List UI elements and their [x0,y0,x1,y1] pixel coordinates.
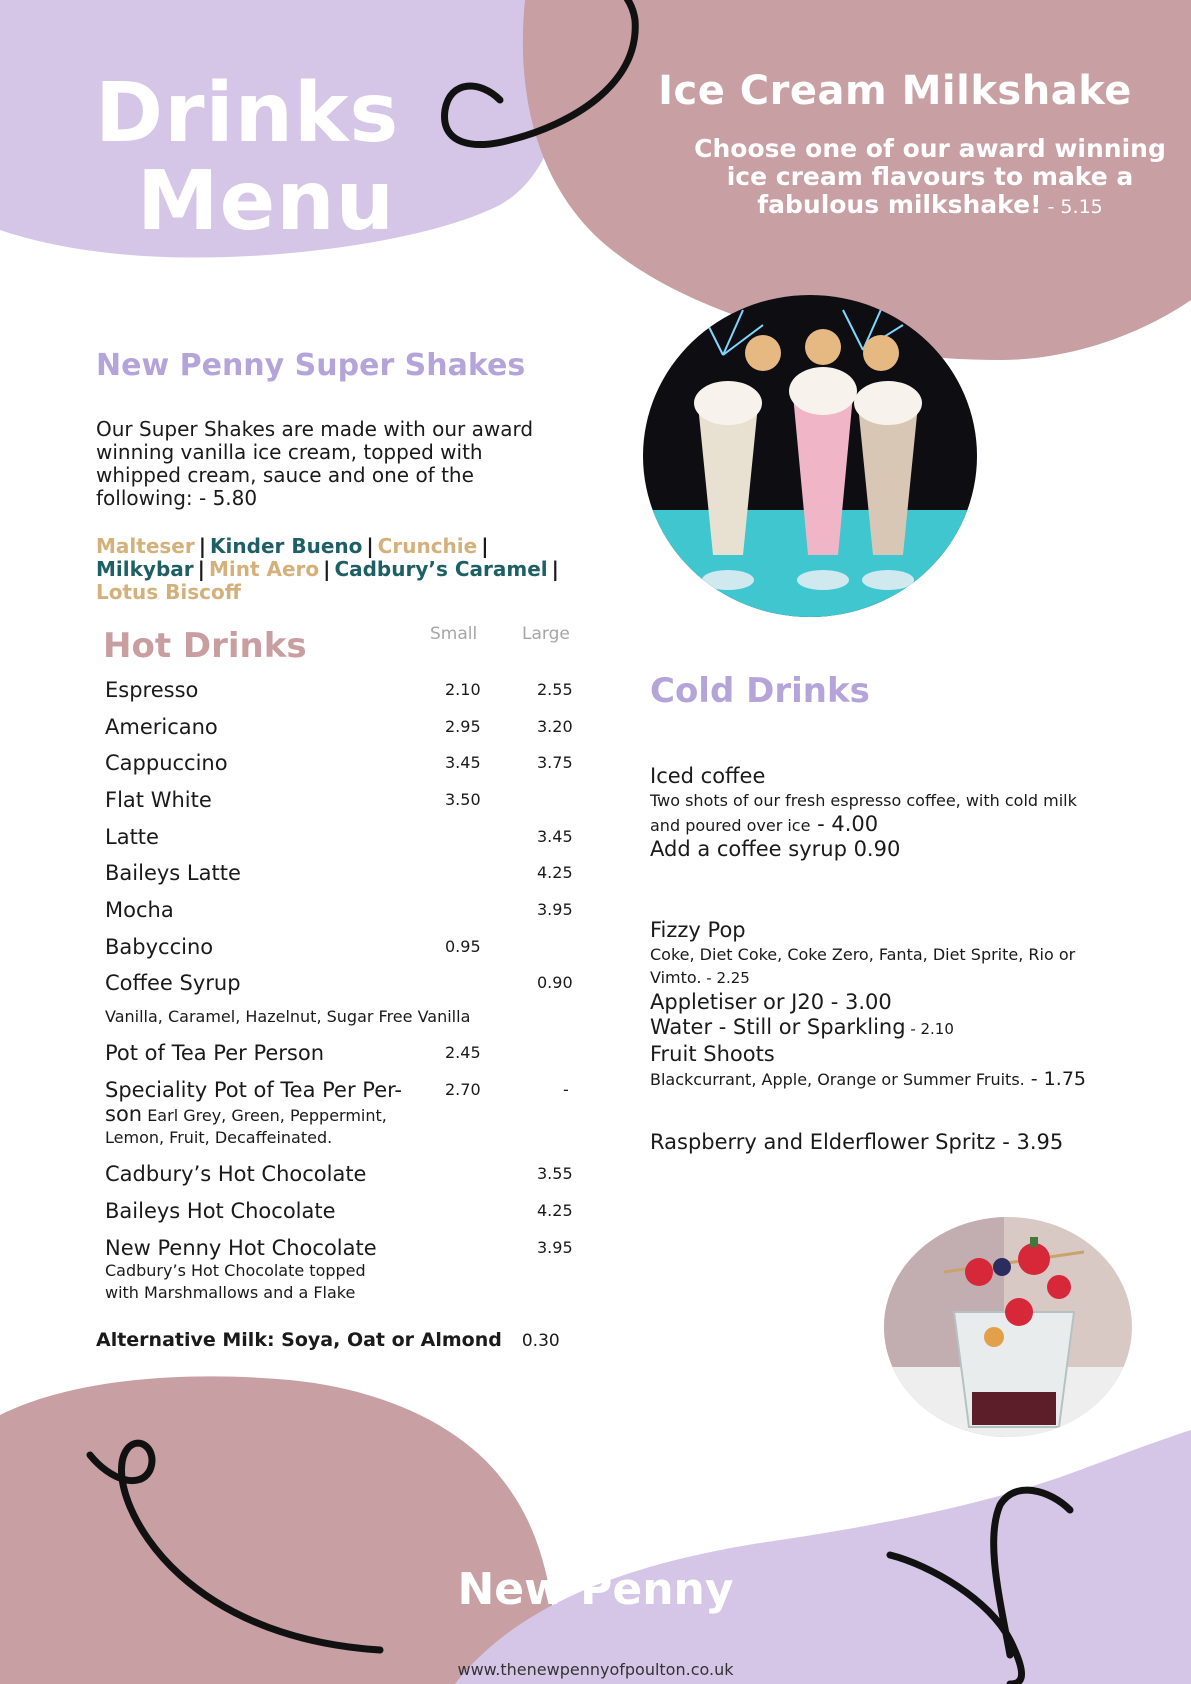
item-name-line2: son [105,1102,143,1126]
item-name: Mocha [105,898,174,922]
alt-milk-label: Alternative Milk: Soya, Oat or Almond [96,1329,502,1351]
fizzy-pop-name: Fizzy Pop [650,918,746,942]
fizzy-pop-price: - 2.25 [701,969,750,987]
item-name: Babyccino [105,935,214,959]
price-large: 4.25 [537,863,573,882]
flavour-mint-aero: Mint Aero [208,557,320,581]
syrup-note-text: Vanilla, Caramel, Hazelnut, Sugar Free Vanilla [105,1007,471,1026]
title-line-2: Menu [137,154,395,249]
menu-row-coffee-syrup [105,971,575,995]
np-choc-note-2: with Marshmallows and a Flake [105,1283,356,1302]
milkshakes-photo [643,295,977,617]
appletiser-item: Appletiser or J20 - 3.00 [650,990,892,1014]
ice-cream-milkshake-title: Ice Cream Milkshake [658,68,1132,114]
flavour-lotus-biscoff: Lotus Biscoff [96,580,241,604]
price-large: 0.90 [537,973,573,992]
price-large: 3.55 [537,1164,573,1183]
alt-milk-price: 0.30 [521,1331,560,1351]
item-name: Espresso [105,678,199,702]
milkshakes-illustration [643,295,977,617]
menu-row-speciality-tea [105,1078,575,1149]
fizzy-pop-desc-1: Coke, Diet Coke, Coke Zero, Fanta, Diet Sprite, Rio or [650,945,1076,964]
price-small: 2.10 [445,680,481,699]
flavour-kinder-bueno: Kinder Bueno [210,534,363,558]
price-small: 2.70 [445,1080,481,1099]
fruit-shoots-price: - 1.75 [1024,1068,1086,1090]
item-name: Cappuccino [105,751,228,775]
iced-coffee-desc-2: and poured over ice [650,816,811,835]
menu-row-cappuccino [105,751,575,775]
speciality-note-2: Lemon, Fruit, Decaffeinated. [105,1128,333,1147]
price-small: 0.95 [445,937,481,956]
item-name: Latte [105,825,159,849]
cold-drinks-title: Cold Drinks [650,671,870,711]
menu-row-babyccino [105,935,575,959]
price-large: 4.25 [537,1201,573,1220]
footer-website-link[interactable]: www.thenewpennyofpoulton.co.uk [457,1660,734,1679]
price-large: 3.95 [537,1238,573,1257]
menu-row-latte [105,825,575,849]
flavour-milkybar: Milkybar [96,557,194,581]
item-name: New Penny Hot Chocolate [105,1236,377,1260]
super-shakes-description: Our Super Shakes are made with our award winning vanilla ice cream, topped with whipped cream, sauce and one of the following: - 5.80 [96,417,534,510]
hot-drinks-title: Hot Drinks [103,626,307,666]
cold-item-iced-coffee [650,764,1120,862]
spritz-photo [884,1217,1132,1437]
flavour-cadburys-caramel: Cadbury’s Caramel [334,557,548,581]
item-name: Baileys Latte [105,861,241,885]
item-name: Pot of Tea Per Person [105,1041,325,1065]
fruit-shoots-desc: Blackcurrant, Apple, Orange or Summer Fruits. [650,1070,1025,1089]
cold-item-spritz [650,1130,1120,1155]
col-large-header: Large [522,624,570,644]
water-item: Water - Still or Sparkling [650,1015,906,1039]
price-small: 2.95 [445,717,481,736]
ice-cream-milkshake-description [680,135,1180,221]
page-title [95,66,400,249]
footer-brand: New Penny [457,1564,734,1615]
mauve-bottom-blob [0,1376,560,1684]
menu-row-baileys-hot-chocolate [105,1199,575,1223]
np-choc-note-1: Cadbury’s Hot Chocolate topped [105,1261,366,1280]
price-small: 3.50 [445,790,481,809]
water-price: - 2.10 [905,1020,954,1038]
ice-cream-milkshake-text: Choose one of our award winning ice cream flavours to make a fabulous milkshake! [694,134,1166,219]
price-large: 3.20 [537,717,573,736]
price-large: 3.45 [537,827,573,846]
col-small-header: Small [430,624,478,644]
iced-coffee-price: - 4.00 [810,812,879,836]
menu-row-americano [105,715,575,739]
menu-row-flat-white [105,788,575,812]
super-shakes-title: New Penny Super Shakes [96,348,526,383]
fizzy-pop-desc-2: Vimto. [650,968,702,987]
menu-row-espresso [105,678,575,702]
menu-row-cadbury-hot-chocolate [105,1162,575,1186]
purple-bottom-blob [455,1430,1191,1684]
fruit-shoots-name: Fruit Shoots [650,1042,775,1066]
menu-row-tea [105,1041,575,1065]
ice-cream-milkshake-price: - 5.15 [1041,196,1103,218]
item-name: Americano [105,715,218,739]
spritz-illustration [884,1217,1132,1437]
item-name: Flat White [105,788,212,812]
menu-row-mocha [105,898,575,922]
price-small: 3.45 [445,753,481,772]
item-name: Cadbury’s Hot Chocolate [105,1162,367,1186]
spritz-item: Raspberry and Elderflower Spritz - 3.95 [650,1130,1064,1154]
price-small: 2.45 [445,1043,481,1062]
price-large: - [563,1080,569,1099]
price-large: 2.55 [537,680,573,699]
item-name-line1: Speciality Pot of Tea Per Per- [105,1078,402,1102]
alternative-milk [96,1328,560,1353]
price-large: 3.75 [537,753,573,772]
item-name: Baileys Hot Chocolate [105,1199,336,1223]
iced-coffee-name: Iced coffee [650,764,766,788]
menu-row-baileys-latte [105,861,575,885]
cold-item-fizzy-pop [650,918,1120,1092]
super-shakes-flavours: Malteser | Kinder Bueno | Crunchie | Milkybar | Mint Aero | Cadbury’s Caramel | Lotus Biscoff [96,534,559,604]
speciality-note-1: Earl Grey, Green, Peppermint, [142,1106,387,1125]
price-large: 3.95 [537,900,573,919]
title-line-1: Drinks [95,66,400,161]
menu-row-new-penny-hot-chocolate [105,1236,575,1304]
flavour-malteser: Malteser [96,534,195,558]
syrup-flavours-note [105,1006,575,1028]
flavour-crunchie: Crunchie [377,534,478,558]
item-name: Coffee Syrup [105,971,241,995]
coffee-syrup-addon: Add a coffee syrup 0.90 [650,837,901,861]
iced-coffee-desc-1: Two shots of our fresh espresso coffee, with cold milk [650,791,1077,810]
